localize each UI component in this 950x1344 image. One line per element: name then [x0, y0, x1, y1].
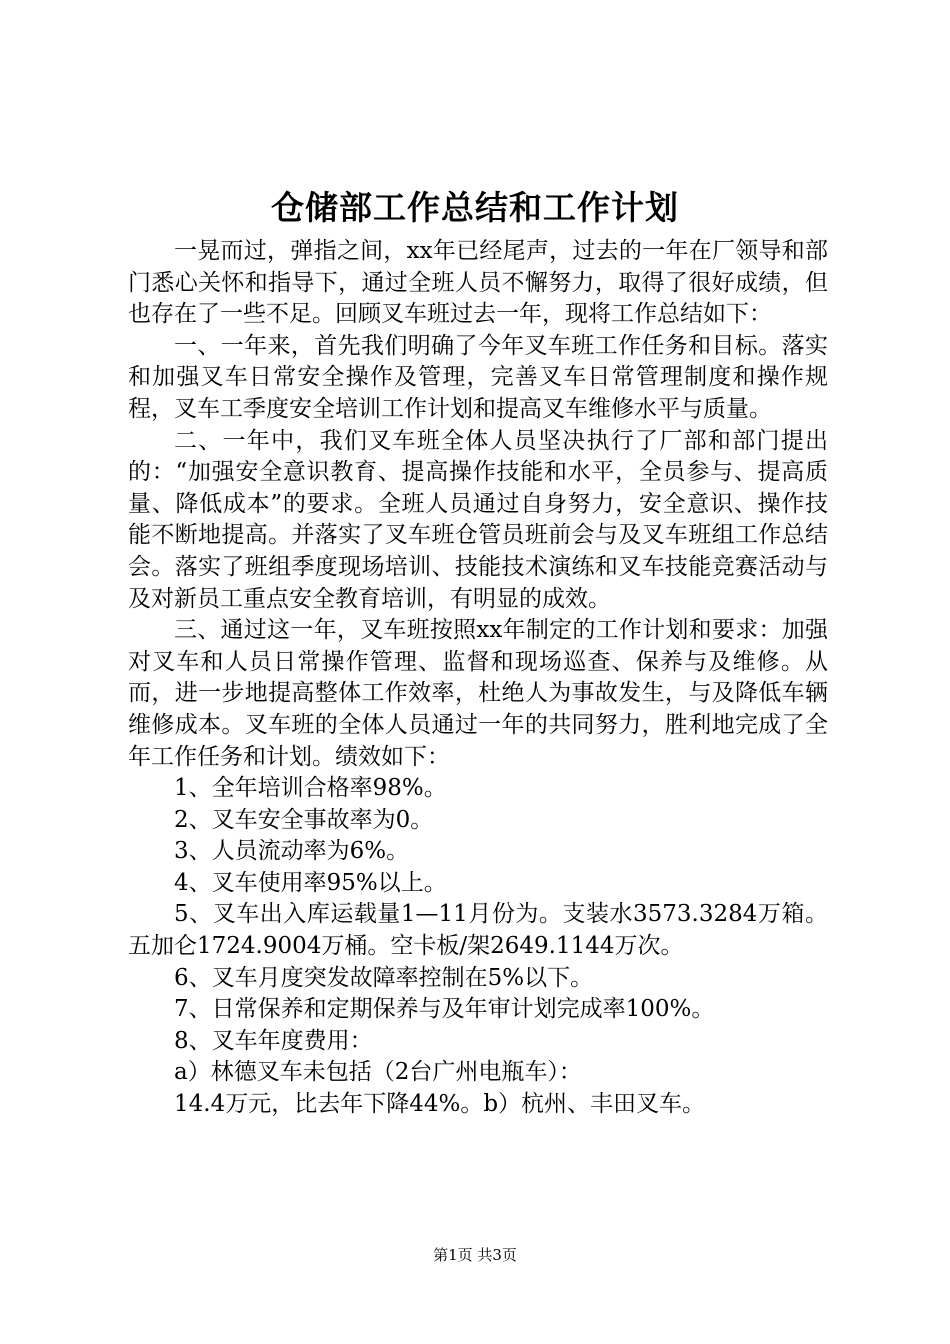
list-item-turnover-rate: 3、人员流动率为6%。: [174, 838, 410, 865]
paragraph-intro: 一晃而过，弹指之间，xx年已经尾声，过去的一年在厂领导和部门悉心关怀和指导下，通过全班人员不懈努力，取得了很好成绩，但也存在了一些不足。回顾叉车班过去一年，现将工作总结如下：: [128, 238, 828, 328]
list-item-usage-rate: 4、叉车使用率95%以上。: [174, 869, 447, 896]
paragraph-section-1: 一、一年来，首先我们明确了今年叉车班工作任务和目标。落实和加强叉车日常安全操作及管理，完善叉车日常管理制度和操作规程，叉车工季度安全培训工作计划和提高叉车维修水平与质量。: [128, 332, 828, 422]
list-item-maintenance-rate: 7、日常保养和定期保养与及年审计划完成率100%。: [174, 996, 715, 1023]
page-footer: 第1页 共3页: [433, 1246, 517, 1264]
list-item-annual-cost: 8、叉车年度费用：: [174, 1027, 373, 1054]
paragraph-section-3: 三、通过这一年，叉车班按照xx年制定的工作计划和要求：加强对叉车和人员日常操作管理、监督和现场巡查、保养与及维修。从而，进一步地提高整体工作效率，杜绝人为事故发生，与及降低车辆维修成本。叉车班的全体人员通过一年的共同努力，胜利地完成了全年工作任务和计划。绩效如下：: [128, 617, 828, 770]
list-item-training-rate: 1、全年培训合格率98%。: [174, 775, 447, 802]
document-title: 仓储部工作总结和工作计划: [271, 188, 679, 227]
list-item-volume: 5、叉车出入库运载量1—11月份为。支装水3573.3284万箱。五加仑1724.9004万桶。空卡板/架2649.1144万次。: [128, 901, 828, 960]
list-item-failure-rate: 6、叉车月度突发故障率控制在5%以下。: [174, 964, 594, 991]
document-body: [128, 236, 828, 1121]
list-subitem-cost-detail: 14.4万元，比去年下降44%。b）杭州、丰田叉车。: [174, 1091, 706, 1118]
paragraph-section-2: 二、一年中，我们叉车班全体人员坚决执行了厂部和部门提出的：“加强安全意识教育、提高操作技能和水平，全员参与、提高质量、降低成本”的要求。全班人员通过自身努力，安全意识、操作技能不断地提高。并落实了叉车班仓管员班前会与及叉车班组工作总结会。落实了班组季度现场培训、技能技术演练和叉车技能竞赛活动与及对新员工重点安全教育培训，有明显的成效。: [128, 427, 828, 612]
list-item-accident-rate: 2、叉车安全事故率为0。: [174, 806, 434, 833]
list-subitem-linde: a）林德叉车未包括（2台广州电瓶车）：: [174, 1059, 582, 1086]
